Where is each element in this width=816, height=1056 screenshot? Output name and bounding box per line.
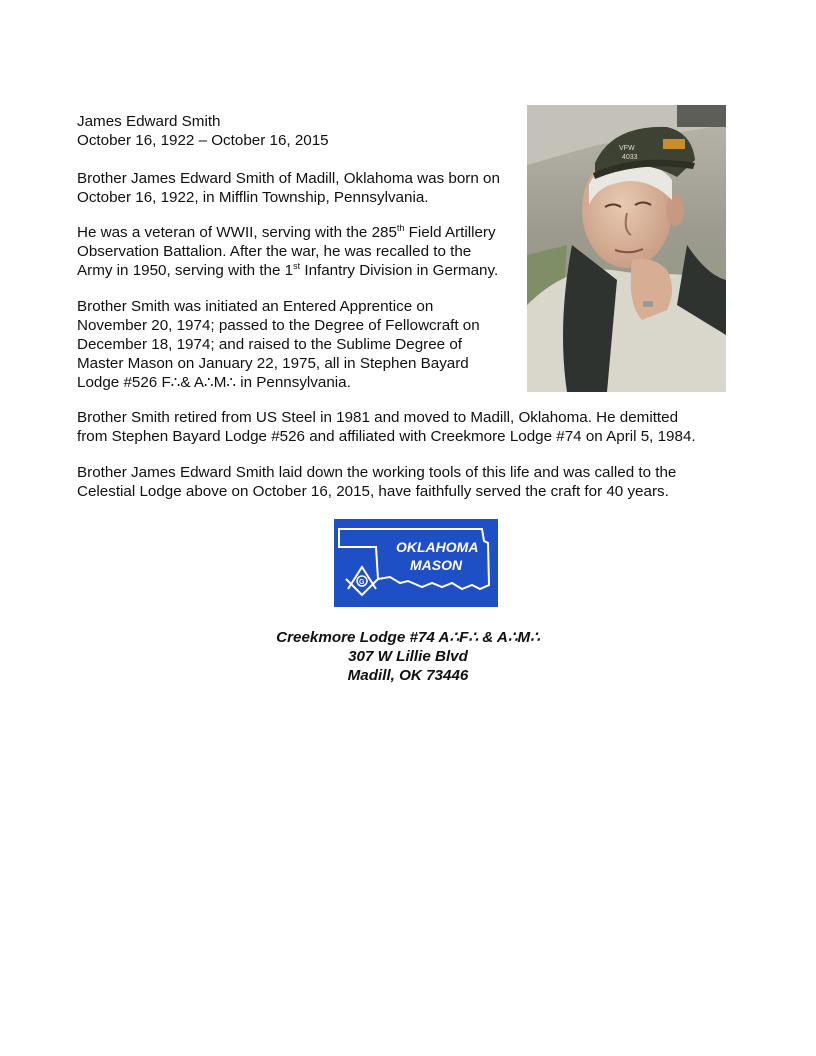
ordinal-suffix: st	[293, 261, 301, 271]
logo-line-oklahoma: OKLAHOMA	[396, 539, 479, 555]
paragraph-line: December 18, 1974; and raised to the Sublime Degree of	[77, 336, 462, 353]
life-dates: October 16, 1922 – October 16, 2015	[77, 132, 329, 149]
logo-line-mason: MASON	[410, 557, 463, 573]
paragraph-line	[77, 223, 498, 242]
portrait-photo	[527, 105, 726, 392]
paragraph-line: from Stephen Bayard Lodge #526 and affiliated with Creekmore Lodge #74 on April 5, 1984.	[77, 428, 696, 445]
paragraph-line: Celestial Lodge above on October 16, 2015, have faithfully served the craft for 40 years.	[77, 483, 669, 500]
paragraph-line: Lodge #526 F∴& A∴M∴ in Pennsylvania.	[77, 374, 351, 391]
paragraph-line: Brother James Edward Smith of Madill, Oklahoma was born on	[77, 170, 500, 187]
paragraph-line	[77, 261, 498, 280]
masonic-degrees-paragraph	[77, 297, 480, 392]
paragraph-line: Observation Battalion. After the war, he was recalled to the	[77, 243, 472, 260]
military-line-1-rest: Field Artillery	[404, 224, 496, 241]
oklahoma-mason-emblem	[334, 519, 498, 607]
military-paragraph	[77, 223, 498, 280]
lodge-address-block	[0, 628, 816, 685]
portrait-illustration	[527, 105, 726, 392]
paragraph-line: Master Mason on January 22, 1975, all in Stephen Bayard	[77, 355, 469, 372]
cap-text-vfw: VFW	[619, 145, 635, 152]
cap-text-post: 4033	[622, 154, 638, 161]
paragraph-line: Brother Smith was initiated an Entered Apprentice on	[77, 298, 434, 315]
birth-paragraph	[77, 169, 500, 207]
military-line-3-rest: Infantry Division in Germany.	[300, 262, 499, 279]
lodge-street: 307 W Lillie Blvd	[348, 648, 468, 665]
oklahoma-mason-logo	[334, 519, 498, 607]
paragraph-line: Brother James Edward Smith laid down the working tools of this life and was called to the	[77, 464, 677, 481]
member-name: James Edward Smith	[77, 113, 221, 130]
military-line-1-text: He was a veteran of WWII, serving with the 285	[77, 224, 397, 241]
svg-text:G: G	[359, 579, 365, 586]
ordinal-suffix: th	[396, 223, 405, 233]
paragraph-line: October 16, 1922, in Mifflin Township, Pennsylvania.	[77, 189, 429, 206]
lodge-name: Creekmore Lodge #74 A∴F∴ & A∴M∴	[276, 629, 540, 646]
retirement-paragraph	[77, 408, 696, 446]
lodge-city: Madill, OK 73446	[347, 667, 469, 684]
obituary-header	[77, 112, 329, 150]
military-line-3-text: Army in 1950, serving with the 1	[77, 262, 294, 279]
paragraph-line: Brother Smith retired from US Steel in 1981 and moved to Madill, Oklahoma. He demitted	[77, 409, 679, 426]
paragraph-line: November 20, 1974; passed to the Degree of Fellowcraft on	[77, 317, 480, 334]
closing-paragraph	[77, 463, 676, 501]
